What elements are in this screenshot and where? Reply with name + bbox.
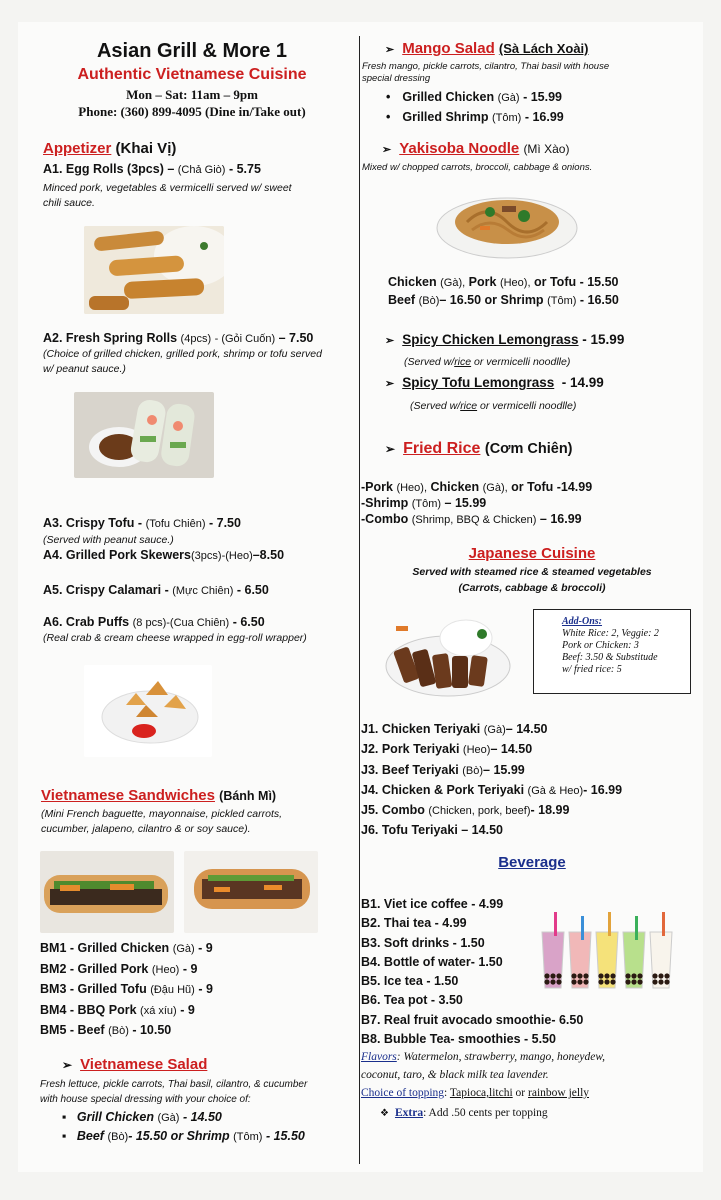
sandwich-item: [40, 1001, 213, 1022]
yakisoba-photo: [432, 182, 582, 262]
fried-rice-title-vn: (Cơm Chiên): [484, 441, 573, 457]
desc-line: (Mini French baguette, mayonnaise, pickled carrots,: [41, 808, 283, 820]
item-name: J2. Pork Teriyaki: [361, 742, 460, 757]
note-rice: rice: [460, 400, 478, 412]
desc-line: special dressing: [362, 73, 431, 84]
note-text: (Served w/: [404, 356, 455, 368]
topping-option: rainbow jelly: [528, 1087, 590, 1099]
arrow-icon: ➢: [62, 1058, 73, 1072]
item-vn: (Tofu Chiên): [145, 518, 206, 530]
extra-label: Extra: [394, 1107, 424, 1119]
bullet-icon: ▪: [62, 1110, 67, 1124]
menu-item-spicy-tofu-lemongrass: [385, 375, 604, 390]
beverage-item: B6. Tea pot - 3.50: [361, 993, 463, 1008]
topping-text: [361, 1087, 589, 1099]
japanese-list: [361, 720, 622, 841]
item-vn: (Bò): [462, 764, 484, 777]
desc-line: Fresh mango, pickle carrots, cilantro, Thai basil with house: [362, 61, 610, 72]
egg-rolls-photo: [84, 226, 224, 314]
item-name: BM2 - Grilled Pork: [40, 961, 149, 976]
beverage-item: B4. Bottle of water- 1.50: [361, 954, 503, 969]
item-price: - 16.50: [579, 293, 619, 307]
sandwiches-heading: [41, 787, 276, 804]
item-price: - 16.99: [524, 110, 564, 124]
item-price: - 9: [198, 982, 213, 996]
item-price: – 14.50: [490, 742, 533, 757]
item-name: – 16.50 or Shrimp: [439, 293, 544, 307]
flavors-line: coconut, taro, & black milk tea lavender.: [361, 1069, 549, 1081]
yakisoba-title-vn: (Mì Xào): [523, 142, 570, 156]
item-price: - 9: [198, 941, 213, 955]
flavors-label: Flavors: [361, 1051, 397, 1063]
mango-salad-heading: [385, 40, 588, 57]
lemongrass-tofu-note: [410, 399, 576, 414]
item-vn: (Bò): [108, 1025, 129, 1037]
teriyaki-item: [361, 720, 622, 740]
item-vn: (Heo): [151, 963, 180, 976]
desc-line: chili sauce.: [43, 197, 95, 209]
item-price: - 9: [180, 1002, 195, 1017]
desc-line: (Choice of grilled chicken, grilled pork, shrimp or tofu served: [43, 348, 322, 360]
viet-salad-item-beef: [62, 1129, 305, 1143]
fried-rice-heading: [385, 440, 573, 458]
viet-salad-heading: [62, 1056, 207, 1073]
item-description-a6: (Real crab & cream cheese wrapped in egg-roll wrapper): [43, 632, 307, 644]
item-description-a3: (Served with peanut sauce.): [43, 534, 174, 546]
japanese-description-2: (Carrots, cabbage & broccoli): [458, 582, 606, 594]
yakisoba-title: Yakisoba Noodle: [399, 140, 520, 157]
item-name: A3. Crispy Tofu -: [43, 516, 143, 530]
teriyaki-item: [361, 821, 622, 840]
item-vn: (Gà): [497, 92, 520, 104]
crab-puffs-photo: [84, 665, 212, 757]
item-vn: (Gà): [157, 1112, 180, 1124]
item-name: -Pork: [361, 480, 393, 494]
bullet-icon: •: [386, 90, 391, 104]
item-price: –8.50: [252, 548, 285, 562]
japanese-description-1: Served with steamed rice & steamed vegetables: [412, 566, 652, 578]
item-vn: (Gà): [483, 724, 506, 736]
item-name: BM5 - Beef: [40, 1023, 105, 1037]
banh-mi-photo-2: [184, 851, 318, 933]
item-price: – 16.99: [539, 512, 582, 526]
item-vn: (Mực Chiên): [172, 585, 234, 597]
item-vn: (Gà),: [440, 277, 466, 289]
item-name: Chicken: [430, 480, 480, 494]
item-name: Chicken: [388, 275, 437, 289]
beverage-item: B8. Bubble Tea- smoothies - 5.50: [361, 1032, 556, 1047]
item-name: A2. Fresh Spring Rolls: [43, 331, 178, 345]
item-name: J3. Beef Teriyaki: [361, 762, 459, 777]
topping-sep: or: [512, 1087, 529, 1099]
item-name: Spicy Tofu Lemongrass: [402, 375, 555, 390]
item-vn: (Heo): [462, 744, 491, 757]
item-name: Grill Chicken: [76, 1110, 154, 1124]
item-description-a1: [43, 181, 361, 211]
teriyaki-photo: [378, 604, 518, 702]
item-price: - 15.99: [523, 90, 562, 104]
menu-item-a3: [43, 516, 241, 530]
sandwich-item: [40, 939, 213, 960]
sandwich-item: [40, 980, 213, 1001]
appetizer-title-vn: (Khai Vị): [115, 140, 177, 157]
item-vn: (Shrimp, BBQ & Chicken): [411, 514, 537, 526]
item-vn: -(Heo): [221, 550, 253, 562]
addons-line: Beef: 3.50 & Substitude: [562, 652, 658, 663]
beverage-item: B3. Soft drinks - 1.50: [361, 935, 485, 950]
item-price: - 18.99: [530, 803, 570, 818]
lemongrass-chicken-note: [404, 355, 570, 370]
arrow-icon: ➢: [385, 335, 395, 347]
item-vn: -(Cua Chiên): [166, 617, 230, 629]
item-mid: - 15.50 or Shrimp: [128, 1129, 230, 1143]
note-text: or vermicelli noodlle): [474, 356, 571, 368]
sandwich-item: [40, 960, 213, 981]
item-vn: (xá xíu): [140, 1004, 177, 1017]
arrow-icon: ➢: [385, 378, 395, 390]
addons-title: Add-Ons:: [562, 616, 603, 627]
restaurant-subtitle: Authentic Vietnamese Cuisine: [77, 66, 307, 83]
opening-hours: Mon – Sat: 11am – 9pm: [126, 87, 258, 102]
item-price: - 16.99: [583, 782, 623, 797]
beverage-item: B7. Real fruit avocado smoothie- 6.50: [361, 1012, 584, 1027]
item-name: A5. Crispy Calamari -: [43, 583, 169, 597]
sandwich-item: [40, 1021, 213, 1042]
yakisoba-line-2: [388, 293, 619, 307]
item-price: – 15.99: [444, 496, 487, 510]
item-vn: (Gà & Heo): [527, 784, 584, 797]
sandwiches-list: [40, 939, 213, 1042]
item-name: A4. Grilled Pork Skewers: [43, 548, 191, 562]
appetizer-heading: [43, 140, 176, 157]
item-name: BM3 - Grilled Tofu: [40, 982, 147, 996]
item-name: BM4 - BBQ Pork: [40, 1002, 137, 1017]
beverage-item: B1. Viet ice coffee - 4.99: [361, 897, 504, 911]
teriyaki-item: [361, 801, 622, 821]
item-vn: - (Gỏi Cuốn): [214, 333, 276, 345]
japanese-title: Japanese Cuisine: [468, 545, 596, 562]
item-name: Beef: [388, 293, 416, 307]
item-price: - 6.50: [232, 615, 265, 629]
item-name: Grilled Shrimp: [402, 110, 489, 124]
sandwiches-title: Vietnamese Sandwiches: [41, 787, 215, 804]
item-vn: (Heo),: [396, 482, 427, 494]
bubble-tea-cup: [596, 912, 618, 988]
item-vn: (Đậu Hũ): [150, 984, 195, 996]
note-rice: rice: [454, 356, 472, 368]
fried-rice-line-3: [361, 512, 582, 526]
bubble-tea-cup: [623, 916, 645, 988]
item-name: A1. Egg Rolls (3pcs) –: [43, 162, 175, 176]
desc-line: Minced pork, vegetables & vermicelli served w/ sweet: [43, 182, 292, 194]
item-vn: (Tôm): [492, 112, 522, 124]
item-price: or Tofu - 15.50: [534, 275, 619, 289]
item-price: - 7.50: [208, 516, 241, 530]
item-name: Spicy Chicken Lemongrass: [402, 332, 579, 347]
item-price: – 15.99: [483, 762, 525, 777]
mango-salad-title-vn: (Sà Lách Xoài): [498, 41, 589, 56]
appetizer-title: Appetizer: [43, 140, 112, 157]
extra-detail: : Add .50 cents per topping: [423, 1107, 548, 1119]
yakisoba-heading: [382, 140, 569, 157]
menu-item-a2: [43, 331, 313, 345]
desc-line: cucumber, jalapeno, cilantro & or soy sauce).: [41, 823, 251, 835]
item-vn: (Bò): [107, 1131, 129, 1143]
menu-item-a1: [43, 162, 261, 176]
item-price: - 15.50: [265, 1129, 305, 1143]
sandwiches-title-vn: (Bánh Mì): [219, 789, 277, 803]
item-price: - 10.50: [132, 1023, 172, 1037]
bubble-tea-cup: [569, 916, 591, 988]
item-pcs: (3pcs): [191, 550, 222, 562]
banh-mi-photo-1: [40, 851, 174, 933]
note-text: (Served w/: [410, 400, 461, 412]
beverage-title: Beverage: [498, 854, 566, 871]
item-price: - 5.75: [228, 162, 261, 176]
menu-item-a4: [43, 548, 284, 562]
item-vn: (Bò): [418, 295, 440, 307]
beverage-item: B5. Ice tea - 1.50: [361, 974, 459, 989]
item-vn: (Chicken, pork, beef): [428, 805, 531, 818]
menu-item-spicy-chicken-lemongrass: [385, 332, 624, 347]
item-price: - 14.50: [182, 1110, 222, 1124]
flavors-line: : Watermelon, strawberry, mango, honeydew,: [396, 1051, 606, 1063]
topping-sep: :: [444, 1087, 450, 1099]
viet-salad-item-chicken: [62, 1110, 222, 1124]
item-vn: (Heo),: [499, 277, 531, 289]
extra-text: [380, 1107, 548, 1119]
bubble-tea-cup: [542, 912, 564, 988]
item-vn: (Chả Giò): [177, 164, 226, 176]
bullet-icon: •: [386, 110, 391, 124]
diamond-icon: ❖: [380, 1108, 389, 1119]
item-price: - 6.50: [236, 583, 269, 597]
sandwiches-description: [41, 807, 359, 837]
item-name: Beef: [76, 1129, 104, 1143]
addons-box: [533, 609, 691, 694]
bullet-icon: ▪: [62, 1129, 67, 1143]
item-name: BM1 - Grilled Chicken: [40, 941, 170, 955]
item-vn: (Gà),: [482, 482, 508, 494]
addons-line: White Rice: 2, Veggie: 2: [562, 628, 659, 639]
item-pcs: (8 pcs): [132, 617, 167, 629]
item-name: J1. Chicken Teriyaki: [361, 722, 481, 736]
item-name: Pork: [468, 275, 497, 289]
menu-item-a5: [43, 583, 269, 597]
item-description-a2: [43, 347, 361, 377]
fried-rice-title: Fried Rice: [403, 440, 481, 457]
yakisoba-line-1: [388, 275, 619, 289]
beverage-item: B2. Thai tea - 4.99: [361, 916, 467, 931]
desc-line: w/ peanut sauce.): [43, 363, 126, 375]
mango-salad-description: [362, 61, 662, 85]
yakisoba-description: Mixed w/ chopped carrots, broccoli, cabbage & onions.: [362, 162, 593, 173]
spring-rolls-photo: [74, 392, 214, 478]
addons-line: w/ fried rice: 5: [562, 664, 622, 675]
arrow-icon: ➢: [382, 144, 392, 156]
teriyaki-item: [361, 740, 622, 760]
bubble-tea-cup: [650, 912, 672, 988]
mango-salad-title: Mango Salad: [402, 40, 495, 57]
topping-option: Tapioca,litchi: [449, 1087, 513, 1099]
bubble-tea-photo: [536, 910, 676, 992]
item-name: J4. Chicken & Pork Teriyaki: [361, 782, 525, 797]
item-pcs: (4pcs): [180, 333, 212, 345]
item-name: -Combo: [361, 512, 409, 526]
topping-label: Choice of topping: [361, 1087, 445, 1099]
item-price: - 9: [182, 961, 198, 976]
flavors-text: [361, 1048, 701, 1084]
item-price: - 15.99: [582, 332, 625, 347]
mango-salad-list: [386, 88, 564, 128]
item-vn: (Tôm): [547, 295, 577, 307]
note-text: or vermicelli noodlle): [480, 400, 577, 412]
item-name: Grilled Chicken: [402, 90, 495, 104]
phone-number: Phone: (360) 899-4095 (Dine in/Take out): [78, 104, 306, 119]
arrow-icon: ➢: [385, 44, 395, 56]
item-vn: (Tôm): [411, 498, 442, 510]
restaurant-title: Asian Grill & More 1: [96, 40, 288, 62]
mango-salad-item: [386, 108, 564, 128]
item-name: J6. Tofu Teriyaki – 14.50: [361, 823, 503, 838]
desc-line: Fresh lettuce, pickle carrots, Thai basil, cilantro, & cucumber: [40, 1079, 308, 1090]
viet-salad-title: Vietnamese Salad: [80, 1056, 208, 1073]
fried-rice-line-2: [361, 496, 486, 510]
item-price: – 14.50: [505, 722, 548, 736]
item-price: or Tofu -14.99: [511, 480, 593, 494]
item-name: -Shrimp: [361, 496, 409, 510]
arrow-icon: ➢: [385, 442, 396, 456]
item-price: - 14.99: [561, 375, 604, 390]
viet-salad-description: [40, 1077, 360, 1107]
teriyaki-item: [361, 781, 622, 801]
desc-line: with house special dressing with your choice of:: [40, 1094, 251, 1105]
fried-rice-line-1: [361, 480, 592, 494]
addons-line: Pork or Chicken: 3: [562, 640, 639, 651]
item-vn: (Gà): [172, 943, 195, 955]
menu-item-a6: [43, 615, 265, 629]
item-name: A6. Crab Puffs: [43, 615, 130, 629]
teriyaki-item: [361, 761, 622, 781]
item-name: J5. Combo: [361, 803, 425, 818]
mango-salad-item: [386, 88, 564, 108]
item-vn: (Tôm): [233, 1131, 263, 1143]
item-price: – 7.50: [278, 331, 314, 345]
